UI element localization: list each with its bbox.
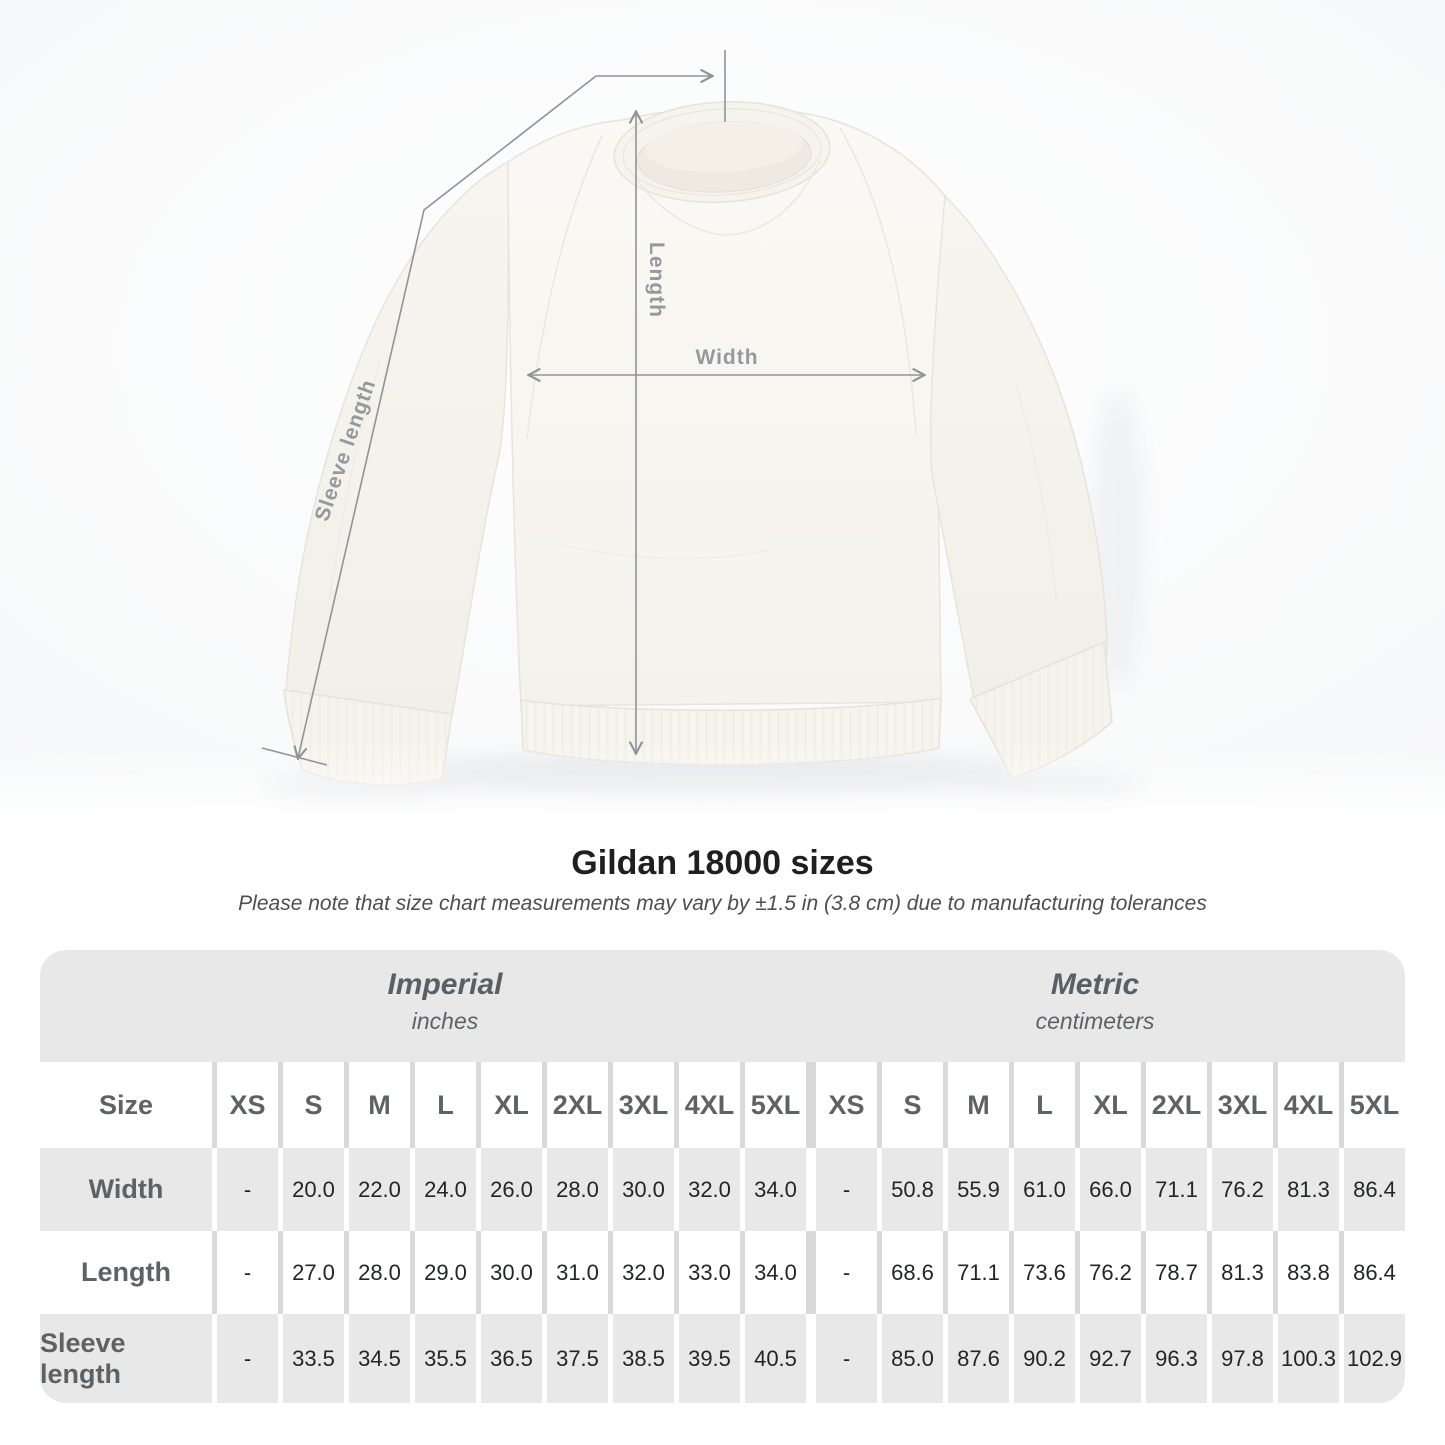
cell-length-imperial-2xl: 31.0 — [547, 1231, 608, 1314]
col-header-imperial-4xl: 4XL — [679, 1062, 740, 1148]
metric-unit: centimeters — [1035, 1008, 1155, 1034]
cell-width-metric-l: 61.0 — [1014, 1148, 1075, 1231]
cell-width-metric-2xl: 71.1 — [1146, 1148, 1207, 1231]
page-title: Gildan 18000 sizes — [571, 844, 874, 882]
cell-sleeve-length-metric-3xl: 97.8 — [1212, 1314, 1273, 1403]
col-header-metric-3xl: 3XL — [1212, 1062, 1273, 1148]
size-header-row — [40, 1062, 1405, 1148]
width-label: Width — [695, 346, 759, 369]
cell-width-metric-4xl: 81.3 — [1278, 1148, 1339, 1231]
table-row-length — [40, 1231, 1405, 1314]
cell-sleeve-length-metric-2xl: 96.3 — [1146, 1314, 1207, 1403]
photo-fade — [0, 742, 1445, 830]
cell-width-metric-s: 50.8 — [882, 1148, 943, 1231]
length-label: Length — [645, 242, 668, 318]
cell-width-metric-5xl: 86.4 — [1344, 1148, 1405, 1231]
col-header-metric-xl: XL — [1080, 1062, 1141, 1148]
col-header-imperial-l: L — [415, 1062, 476, 1148]
col-header-metric-s: S — [882, 1062, 943, 1148]
col-header-imperial-3xl: 3XL — [613, 1062, 674, 1148]
cell-length-metric-3xl: 81.3 — [1212, 1231, 1273, 1314]
cell-length-metric-s: 68.6 — [882, 1231, 943, 1314]
col-header-metric-5xl: 5XL — [1344, 1062, 1405, 1148]
metric-section-header — [1036, 967, 1155, 1036]
page-subtitle: Please note that size chart measurements may vary by ±1.5 in (3.8 cm) due to manufacturing tolerances — [238, 892, 1207, 915]
cell-length-imperial-l: 29.0 — [415, 1231, 476, 1314]
cell-sleeve-length-metric-5xl: 102.9 — [1344, 1314, 1405, 1403]
cell-length-metric-xl: 76.2 — [1080, 1231, 1141, 1314]
size-table-rows — [40, 1062, 1405, 1403]
cell-length-imperial-3xl: 32.0 — [613, 1231, 674, 1314]
cell-length-imperial-xs: - — [217, 1231, 278, 1314]
size-table — [40, 950, 1405, 1403]
cell-sleeve-length-metric-xs: - — [816, 1314, 877, 1403]
cell-sleeve-length-metric-l: 90.2 — [1014, 1314, 1075, 1403]
cell-width-imperial-xs: - — [217, 1148, 278, 1231]
cell-length-metric-2xl: 78.7 — [1146, 1231, 1207, 1314]
sleeve-length-label: Sleeve length — [310, 376, 381, 525]
cell-sleeve-length-imperial-l: 35.5 — [415, 1314, 476, 1403]
cell-width-imperial-4xl: 32.0 — [679, 1148, 740, 1231]
cell-sleeve-length-imperial-xs: - — [217, 1314, 278, 1403]
col-header-imperial-s: S — [283, 1062, 344, 1148]
cell-sleeve-length-imperial-xl: 36.5 — [481, 1314, 542, 1403]
col-header-imperial-m: M — [349, 1062, 410, 1148]
cell-sleeve-length-metric-m: 87.6 — [948, 1314, 1009, 1403]
imperial-unit: inches — [411, 1008, 479, 1034]
cell-sleeve-length-imperial-4xl: 39.5 — [679, 1314, 740, 1403]
cell-length-metric-m: 71.1 — [948, 1231, 1009, 1314]
col-header-metric-xs: XS — [816, 1062, 877, 1148]
unit-band — [40, 950, 1405, 1062]
cell-width-imperial-s: 20.0 — [283, 1148, 344, 1231]
cell-length-imperial-xl: 30.0 — [481, 1231, 542, 1314]
cell-sleeve-length-imperial-3xl: 38.5 — [613, 1314, 674, 1403]
cell-sleeve-length-imperial-s: 33.5 — [283, 1314, 344, 1403]
row-label-sleeve-length: Sleeve length — [40, 1314, 212, 1403]
cell-sleeve-length-imperial-2xl: 37.5 — [547, 1314, 608, 1403]
cell-width-imperial-l: 24.0 — [415, 1148, 476, 1231]
cell-length-metric-l: 73.6 — [1014, 1231, 1075, 1314]
cell-length-metric-4xl: 83.8 — [1278, 1231, 1339, 1314]
cell-length-imperial-4xl: 33.0 — [679, 1231, 740, 1314]
cell-width-metric-3xl: 76.2 — [1212, 1148, 1273, 1231]
col-header-imperial-xs: XS — [217, 1062, 278, 1148]
col-header-metric-4xl: 4XL — [1278, 1062, 1339, 1148]
col-header-imperial-2xl: 2XL — [547, 1062, 608, 1148]
cell-width-metric-xl: 66.0 — [1080, 1148, 1141, 1231]
cell-length-metric-5xl: 86.4 — [1344, 1231, 1405, 1314]
cell-length-imperial-5xl: 34.0 — [745, 1231, 806, 1314]
cell-length-imperial-s: 27.0 — [283, 1231, 344, 1314]
cell-length-metric-xs: - — [816, 1231, 877, 1314]
cell-sleeve-length-metric-s: 85.0 — [882, 1314, 943, 1403]
metric-title: Metric — [1050, 968, 1140, 1001]
cell-width-metric-m: 55.9 — [948, 1148, 1009, 1231]
col-header-metric-l: L — [1014, 1062, 1075, 1148]
title-block — [0, 843, 1445, 917]
row-label-length: Length — [40, 1231, 212, 1314]
row-label-width: Width — [40, 1148, 212, 1231]
cell-sleeve-length-imperial-5xl: 40.5 — [745, 1314, 806, 1403]
cell-length-imperial-m: 28.0 — [349, 1231, 410, 1314]
cell-width-metric-xs: - — [816, 1148, 877, 1231]
imperial-title: Imperial — [387, 968, 503, 1001]
cell-width-imperial-5xl: 34.0 — [745, 1148, 806, 1231]
col-header-imperial-xl: XL — [481, 1062, 542, 1148]
cell-width-imperial-3xl: 30.0 — [613, 1148, 674, 1231]
col-header-metric-2xl: 2XL — [1146, 1062, 1207, 1148]
imperial-section-header — [387, 967, 502, 1036]
col-header-imperial-5xl: 5XL — [745, 1062, 806, 1148]
table-row-width — [40, 1148, 1405, 1231]
cell-width-imperial-2xl: 28.0 — [547, 1148, 608, 1231]
cell-sleeve-length-imperial-m: 34.5 — [349, 1314, 410, 1403]
cell-sleeve-length-metric-4xl: 100.3 — [1278, 1314, 1339, 1403]
col-header-metric-m: M — [948, 1062, 1009, 1148]
cell-width-imperial-m: 22.0 — [349, 1148, 410, 1231]
cell-sleeve-length-metric-xl: 92.7 — [1080, 1314, 1141, 1403]
table-row-sleeve-length — [40, 1314, 1405, 1403]
cell-width-imperial-xl: 26.0 — [481, 1148, 542, 1231]
size-column-header: Size — [40, 1062, 212, 1148]
